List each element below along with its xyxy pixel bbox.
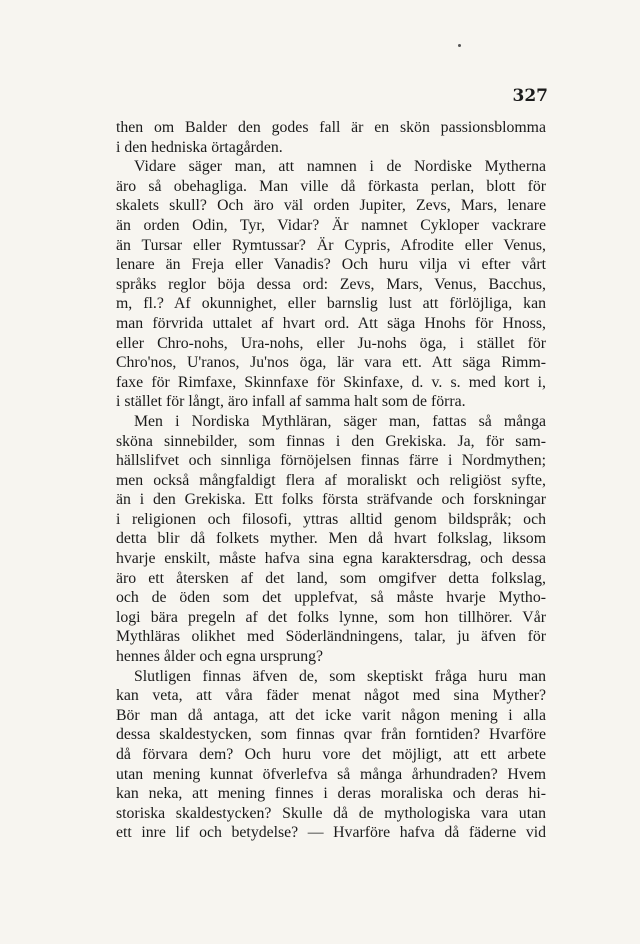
text-line: hällslifvet och sinnliga förnöjelsen finnas färre i Nordmythen; [116,452,546,470]
text-line: än i den Grekiska. Ett folks första sträfvande och forskningar [116,491,546,509]
text-line: storiska skaldestycken? Skulle då de mythologiska vara utan [116,804,546,822]
text-line: Vidare säger man, att namnen i de Nordiske Mytherna [134,158,546,176]
text-line: eller Chro-nohs, Ura-nohs, eller Ju-nohs öga, i stället för [116,334,546,352]
text-line: i religionen och filosofi, yttras alltid genom bildspråk; och [116,510,546,528]
text-line: skalets skull? Och äro väl orden Jupiter, Zevs, Mars, lenare [116,197,546,215]
text-line: detta blir då folkets myther. Men då hvart folkslag, liksom [116,530,546,548]
text-line: hennes ålder och egna ursprung? [116,648,324,666]
text-line: än orden Odin, Tyr, Vidar? Är namnet Cykloper vackrare [116,216,546,234]
text-line: äro så obehagliga. Man ville då förkasta perlan, blott för [116,177,546,195]
text-line: då förvara dem? Och huru vore det möjligt, att ett arbete [116,746,546,763]
text-line: men också mångfaldigt flera af moraliskt och religiöst syfte, [116,471,546,489]
text-line: kan neka, att mening finnes i deras moraliska och deras hi- [116,785,546,803]
text-line: man förvrida uttalet af hvart ord. Att säga Hnohs för Hnoss, [116,314,546,332]
text-line: än Tursar eller Rymtussar? Är Cypris, Afrodite eller Venus, [116,236,546,254]
text-line: i stället för långt, äro infall af samma halt som de förra. [116,393,466,411]
text-line: i den hedniska örtagården. [116,138,283,156]
text-line: äro ett återsken af det land, som omgifver detta folkslag, [116,569,546,587]
text-line: sköna sinnebilder, som finnas i den Grekiska. Ja, för sam- [116,432,546,450]
text-line: Mythläras olikhet med Söderländningens, talar, ju äfven för [116,628,546,646]
text-line: och de öden som det upplefvat, så måste hvarje Mytho- [116,589,546,607]
text-line: Chro'nos, U'ranos, Ju'nos öga, lär vara ett. Att säga Rimm- [116,354,546,372]
text-line: kan veta, att våra fäder menat något med sina Myther? [116,687,546,705]
text-line: faxe för Rimfaxe, Skinnfaxe för Skinfaxe, d. v. s. med kort i, [116,373,546,391]
text-line: dessa skaldestycken, som finnas qvar från forntiden? Hvarföre [116,726,546,744]
text-line: then om Balder den godes fall är en skön passionsblomma [116,119,546,136]
text-line: m, fl.? Af okunnighet, eller barnslig lust att förlöjliga, kan [116,295,546,313]
text-line: Slutligen finnas äfven de, som skeptiskt fråga huru man [134,667,546,685]
text-line: Men i Nordiska Mythläran, säger man, fattas så många [134,412,546,430]
text-line: hvarje enskilt, måste hafva sina egna karaktersdrag, och dessa [116,550,546,568]
page-number: 327 [512,86,548,106]
text-line: lenare än Freja eller Vanadis? Och huru vilja vi efter vårt [116,256,546,274]
print-speck [458,44,461,47]
text-line: utan mening kunnat öfverlefva så många århundraden? Hvem [116,765,546,783]
text-line: ett inre lif och betydelse? — Hvarföre hafva då fäderne vid [116,824,546,842]
text-line: Bör man då antaga, att det icke varit någon mening i alla [116,706,546,724]
text-line: logi bära pregeln af det folks lynne, som hon tillhörer. Vår [116,608,546,626]
body-text [116,118,546,843]
text-line: språks reglor böja dessa ord: Zevs, Mars, Venus, Bacchus, [116,275,546,293]
